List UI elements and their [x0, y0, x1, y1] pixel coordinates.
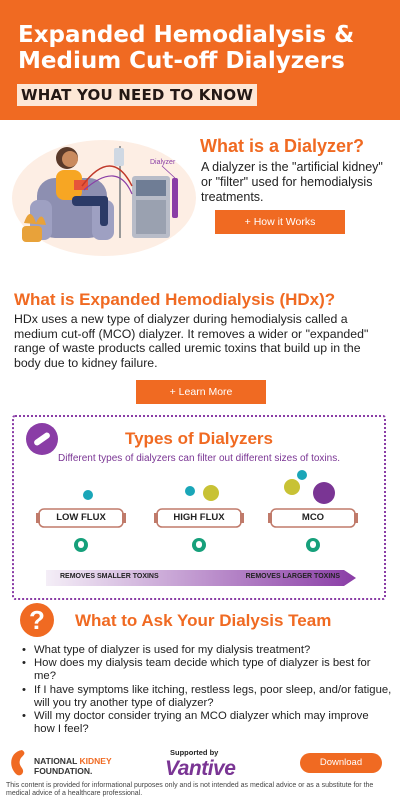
types-of-dialyzers-box [12, 415, 386, 600]
high-flux-dialyzer [154, 507, 244, 529]
dialyzer-description: A dialyzer is the "artificial kidney" or "filter" used for hemodialysis treatments. [201, 160, 383, 204]
nkf-word-kidney: KIDNEY [79, 756, 112, 766]
high-flux-label: HIGH FLUX [173, 512, 225, 523]
how-it-works-button[interactable]: + How it Works [215, 210, 345, 234]
mco-dialyzer [268, 507, 358, 529]
hdx-heading: What is Expanded Hemodialysis (HDx)? [14, 290, 336, 309]
toxin-size-scale [46, 570, 356, 586]
supported-by-label: Supported by [170, 748, 219, 757]
hdx-description: HDx uses a new type of dialyzer during hemodialysis called a medium cut-off (MCO) dialyzer. It removes a wider or "expanded" range of waste products called uremic toxins that build up in the body due to kidney failure. [14, 312, 369, 370]
nkf-logo-icon [8, 748, 32, 778]
types-heading: Types of Dialyzers [124, 429, 274, 448]
page-tagline: WHAT YOU NEED TO KNOW [17, 84, 257, 106]
mco-label: MCO [301, 512, 325, 523]
page-title: Expanded Hemodialysis & Medium Cut-off Dialyzers [18, 22, 355, 74]
question-mark-icon: ? [20, 603, 54, 637]
list-item: • What type of dialyzer is used for my dialysis treatment? [22, 644, 392, 657]
nkf-word-national: NATIONAL [34, 756, 80, 766]
nkf-logo-text [34, 756, 112, 776]
list-item: • Will my doctor consider trying an MCO dialyzer which may improve how I feel? [22, 710, 392, 736]
list-item: • If I have symptoms like itching, restless legs, poor sleep, and/or fatigue, will you try another type of dialyzer? [22, 684, 392, 710]
toxin-particles [14, 465, 384, 507]
questions-list [22, 644, 392, 736]
filter-indicator-icon [74, 538, 88, 552]
learn-more-button[interactable]: + Learn More [136, 380, 266, 404]
vantive-logo: Vantive [165, 757, 236, 780]
filter-indicator-icon [306, 538, 320, 552]
dialyzer-callout: Dialyzer [150, 159, 176, 166]
patient-dialysis-illustration [12, 128, 197, 258]
ask-heading: What to Ask Your Dialysis Team [75, 611, 332, 630]
scale-right-label: REMOVES LARGER TOXINS [245, 573, 340, 580]
low-flux-label: LOW FLUX [56, 512, 106, 523]
page-header [0, 0, 400, 120]
disclaimer: This content is provided for informational purposes only and is not intended as medical advice or as a substitute for the medical advice of a healthcare professional. [6, 782, 374, 798]
scale-left-label: REMOVES SMALLER TOXINS [60, 573, 159, 580]
types-subheading: Different types of dialyzers can filter out different sizes of toxins. [58, 453, 340, 464]
download-button[interactable]: Download [300, 753, 382, 773]
list-item: • How does my dialysis team decide which type of dialyzer is best for me? [22, 657, 392, 683]
filter-indicator-icon [192, 538, 206, 552]
dialyzer-heading: What is a Dialyzer? [200, 136, 365, 156]
low-flux-dialyzer [36, 507, 126, 529]
nkf-word-foundation: FOUNDATION. [34, 766, 93, 776]
